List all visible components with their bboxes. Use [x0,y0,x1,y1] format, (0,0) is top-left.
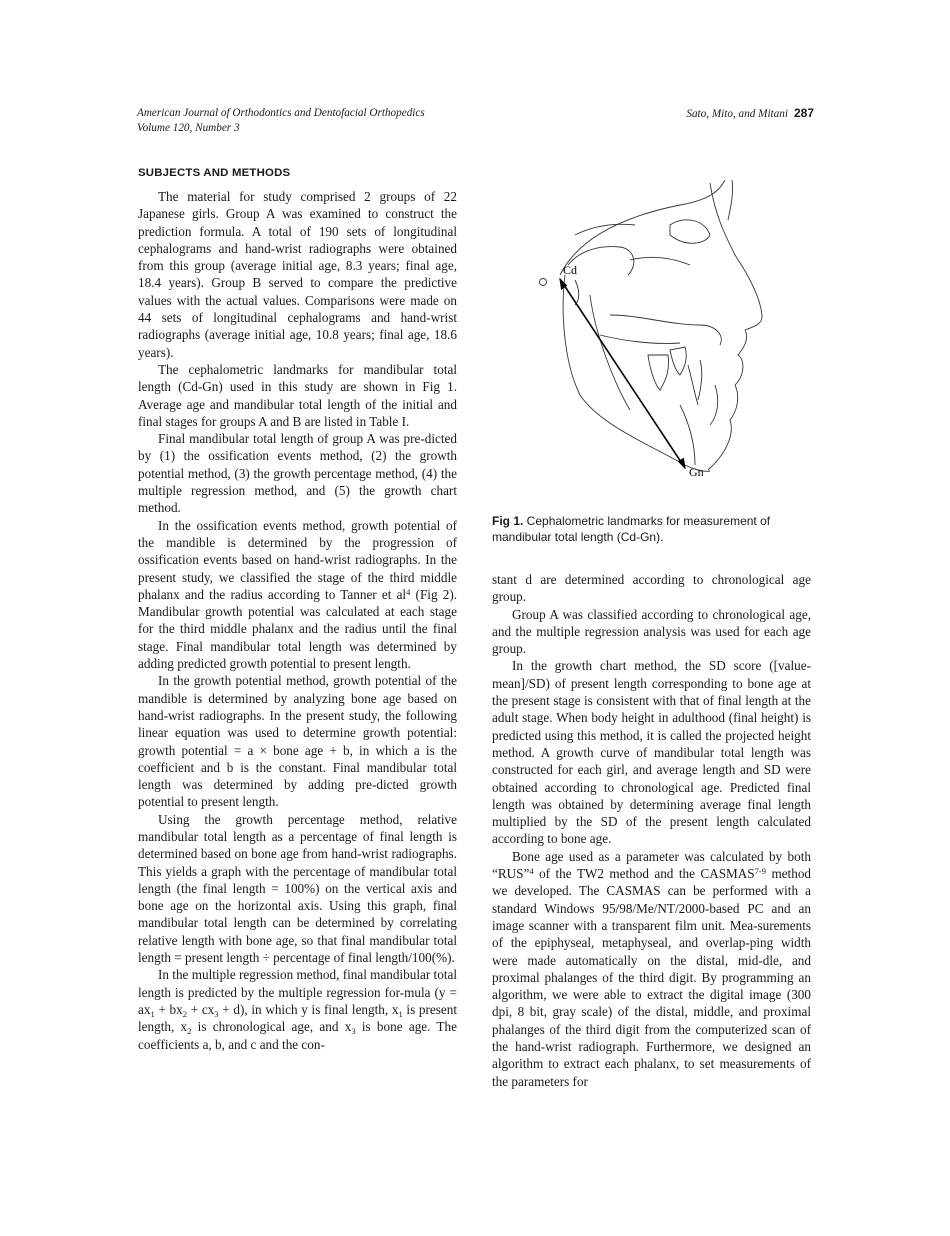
figure-label: Fig 1. [492,514,524,528]
paragraph: Group A was classified according to chronological age, and the multiple regression analysis was used for each age group. [492,606,811,657]
left-column [138,165,457,1053]
paragraph: Using the growth percentage method, relative mandibular total length as a percentage of final length is determined based on bone age from hand-wrist radiographs. This yields a graph with the percentage of mandibular total length (the final length = 100%) on the vertical axis and bone age on the horizontal axis. Using this graph, final mandibular total length can be determined by correlating relative length with bone age, so that final mandibular total length = present length ÷ percentage of final length/100(%). [138,811,457,966]
authors: Sato, Mito, and Mitani [686,108,788,120]
cephalometric-figure [520,175,790,480]
paragraph: In the growth potential method, growth potential of the mandible is determined by analyzing bone age based on hand-wrist radiographs. In the present study, the following linear equation was used to determine growth potential: growth potential = a × bone age + b, in which a is the coefficient and b is the constant. Final mandibular total length was determined by adding pre-dicted growth potential to present length. [138,673,457,810]
caption-text: Cephalometric landmarks for measurement of mandibular total length (Cd-Gn). [492,514,771,544]
page-number: 287 [793,106,814,120]
paragraph: Bone age used as a parameter was calculated by both “RUS”$^4$ of the TW2 method and the CASMAS$^{7-9}$ method we developed. The CASMAS can be performed with a standard Windows 95/98/Me/NT/2000-based PC and an image scanner with a transparent film unit. Mea-surements of the epiphyseal, metaphyseal, and overlap-ping width were made automatically on the distal, mid-dle, and proximal phalanges of the third digit. By programming an algorithm, we were able to extract the digital image (300 dpi, 8 bit, gray scale) of the distal, middle, and proximal phalanges of the third digit from the computerized scan of the hand-wrist radiograph. Furthermore, we designed an algorithm to extract each phalanx, to set measurements of the parameters for [492,848,812,1089]
journal-info [137,106,425,136]
cephalogram-tracing [520,175,790,480]
section-heading: SUBJECTS AND METHODS [138,167,291,179]
author-page [686,106,814,122]
citation: 7-9 [754,866,766,877]
cd-label: Cd [563,263,578,277]
paragraph: The material for study comprised 2 groups of 22 Japanese girls. Group A was examined to construct the prediction formula. A total of 190 sets of longitudinal cephalograms and hand-wrist radiographs were obtained from this group (average initial age, 8.3 years; final age, 18.4 years). Group B served to compare the predictive values with the actual values. Comparisons were made on 44 sets of longitudinal cephalograms and hand-wrist radiographs (average initial age, 10.8 years; final age, 18.6 years). [138,189,457,360]
paragraph: In the ossification events method, growth potential of the mandible is determined by the progression of ossification events based on hand-wrist radiographs. In the present study, we classified the stage of the third middle phalanx and the radius according to Tanner et $al^4$ (Fig 2). Mandibular growth potential was calculated at each stage for the third middle phalanx and the radius until the final stage. Final mandibular total length was determined by adding predicted growth potential to present length. [138,517,458,672]
paragraph: stant d are determined according to chronological age group. [492,572,811,605]
gn-label: Gn [689,465,704,479]
paragraph: In the growth chart method, the SD score ([value-mean]/SD) of present length corresponding to bone age at the present stage is consistent with that of final length at the adult stage. When body height in adulthood (final height) is predicted using this method, it is called the projected height method. A growth curve of mandibular total length was constructed for each girl, and average length and SD were obtained according to chronological age. Predicted final length was obtained by determining average final length multiplied by the SD of the present length calculated according to bone age. [492,658,811,847]
citation: 4 [406,586,411,597]
right-column [492,571,811,1090]
paragraph: Final mandibular total length of group A was pre-dicted by (1) the ossification events method, (2) the growth potential method, (3) the growth percentage method, (4) the multiple regression method, and (5) the growth chart method. [138,431,457,516]
paragraph: The cephalometric landmarks for mandibular total length (Cd-Gn) used in this study are shown in Fig 1. Average age and mandibular total length of the initial and final stages for groups A and B are listed in Table I. [138,361,457,429]
paragraph: In the multiple regression method, final mandibular total length is predicted by the multiple regression for-mula $(y = ax_1 + bx_2 + cx_3 + d)$, in which y is final length, $x_1$ is present length, $x_2$ is chronological age, and $x_3$ is bone age. The coefficients a, b, and c and the con- [138,967,457,1052]
journal-volume: Volume 120, Number 3 [137,122,240,134]
journal-title: American Journal of Orthodontics and Dentofacial Orthopedics [137,107,425,119]
figure-caption [492,513,814,545]
citation: 4 [529,866,534,877]
